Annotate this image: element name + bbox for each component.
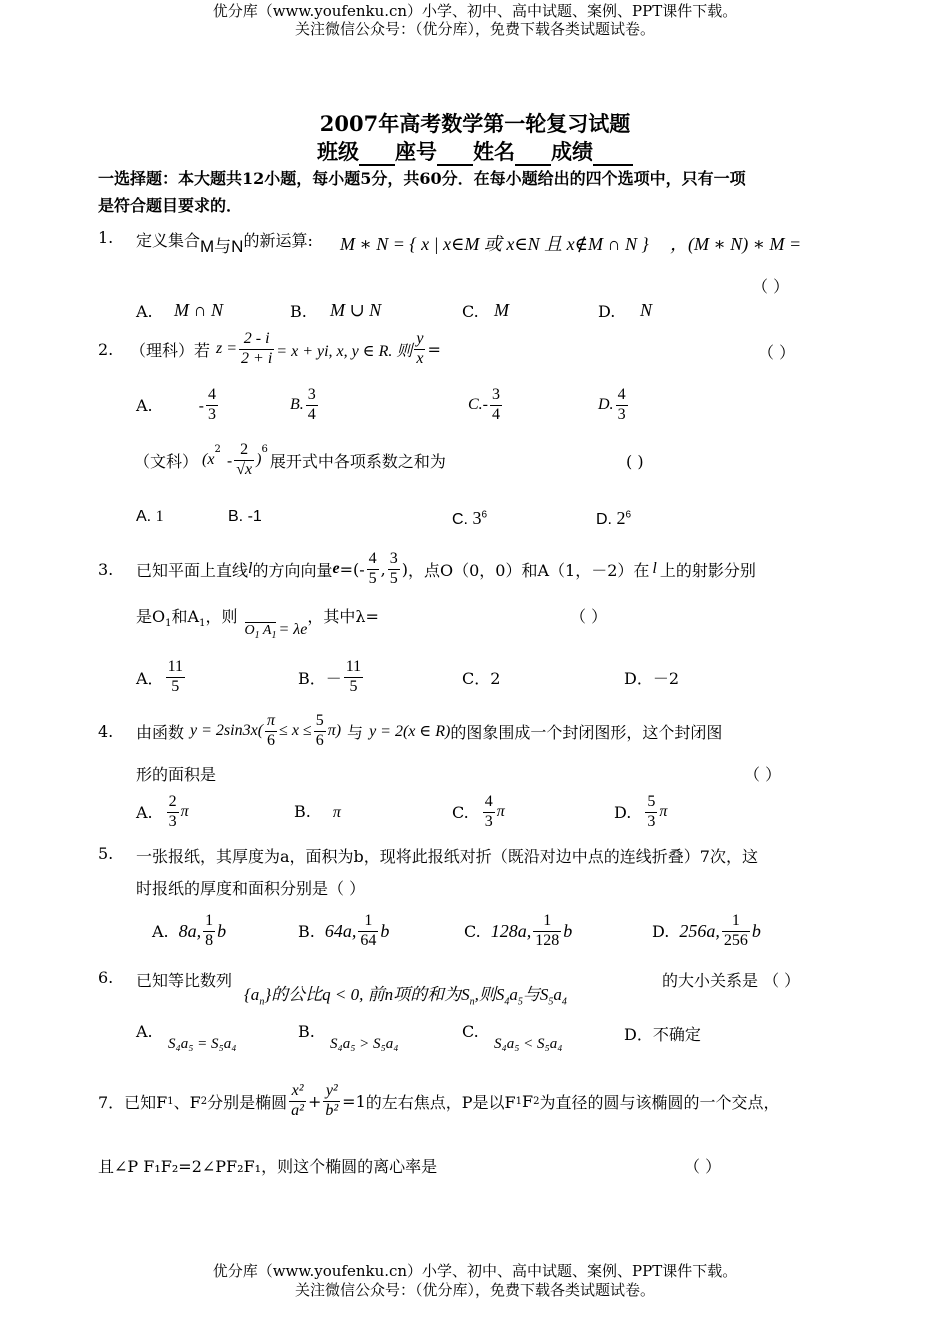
q6-option-b-label: B. (298, 1022, 315, 1041)
header-line-1: 优分库（www.youfenku.cn）小学、初中、高中试题、案例、PPT课件下载。 (212, 2, 738, 20)
instructions-line-1: 一选择题：本大题共12小题，每小题5分，共60分．在每小题给出的四个选项中，只有一项 (98, 169, 746, 188)
q5-option-a-fraction: $\frac{1}{8}$ (205, 912, 214, 949)
q6-text-2: 的大小关系是 （ ） (662, 971, 801, 990)
q2-option-d-fraction: $\frac{4}{3}$ (617, 386, 626, 423)
field-score: 成绩 (551, 139, 593, 164)
q2-wen-text: 展开式中各项系数之和为 (269, 451, 446, 471)
q2-rest: = x + yi, x, y ∈ R. 则 (276, 342, 413, 360)
q2-wen-option-d: D. $2^6$ (596, 508, 632, 528)
q1-option-c-label: C. (462, 302, 479, 321)
q5-option-c-fraction: $\frac{1}{128}$ (535, 912, 560, 949)
q4-fraction-1: $\frac{\pi}{6}$ (267, 712, 276, 749)
q3-vector: $O_1$ $A_1$ (244, 623, 277, 641)
q2-option-d: D. $\frac{4}{3}$ (598, 386, 626, 423)
q1-formula: M ∗ N = { x | x∈M 或 x∈N 且 x∉M ∩ N } (340, 234, 649, 254)
q1-option-c: M (494, 300, 509, 320)
q2-number: 2. (98, 340, 114, 359)
q2-wen-bracket: ( ) (626, 452, 644, 471)
q2-option-a: A. - $\frac{4}{3}$ (136, 386, 217, 423)
q3-fraction-2: $\frac{3}{5}$ (389, 550, 398, 587)
q1-mn: M与N (200, 237, 244, 256)
q7-fraction-y: $\frac{\text{y²}}{\text{b²}}$ (325, 1082, 339, 1119)
q3-option-b: B．－ $\frac{11}{5}$ (298, 658, 362, 695)
q5-stem-line-1: 一张报纸，其厚度为a，面积为b，现将此报纸对折（既沿对边中点的连线折叠）7次，这 (136, 847, 758, 866)
q3-stem: 已知平面上直线 l 的方向向量 e =(- $\frac{4}{5}$ , $\frac{3}{5}$ ) ，点O（0，0）和A（1，－2）在 l 上的射影分别 (136, 550, 756, 587)
q4-option-a: A. $\frac{2}{3}$ π (136, 793, 189, 830)
q6-option-a: S₄a₅ = S₅a₄ (168, 1036, 237, 1052)
q1-formula-2: ，(M ∗ N) ∗ M = (670, 234, 802, 254)
q5-stem-line-2: 时报纸的厚度和面积分别是（ ） (136, 879, 366, 898)
page-title: 2007年高考数学第一轮复习试题 (319, 111, 631, 136)
field-seat: 座号 (395, 139, 437, 164)
q3-number: 3. (98, 560, 114, 579)
q2-z: z = (216, 340, 238, 357)
q7-fraction-x: $\frac{\text{x²}}{\text{a²}}$ (291, 1082, 304, 1119)
q2-option-c: C.- $\frac{3}{4}$ (468, 386, 500, 423)
q2-answer-bracket: （ ） (758, 343, 796, 362)
q7-stem: 7．已知F 1 、F 2 分别是椭圆 $\frac{\text{x²}}{\text{a²}}$ + $\frac{\text{y²}}{\text{b²}}$ =1 的左右焦点，P是以F 1 F 2 为直径的圆与该椭圆的一个交点， (98, 1082, 780, 1119)
q1-number: 1. (98, 228, 114, 247)
q2-option-b-fraction: $\frac{3}{4}$ (307, 386, 316, 423)
footer-line-1: 优分库（www.youfenku.cn）小学、初中、高中试题、案例、PPT课件下载。 (212, 1262, 738, 1280)
q6-text: 已知等比数列 (136, 971, 233, 990)
q4-stem-line-2: 形的面积是 (136, 765, 217, 784)
q7-stem-line-2: 且∠P F₁F₂=2∠PF₂F₁，则这个椭圆的离心率是 (98, 1157, 438, 1176)
q4-answer-bracket: （ ） (744, 765, 782, 784)
footer-line-2: 关注微信公众号：（优分库），免费下载各类试题试卷。 (294, 1281, 655, 1299)
q1-option-a-label: A. (136, 302, 153, 321)
q1-option-a: M ∩ N (174, 300, 223, 320)
q2-wen-label: （文科） (134, 451, 199, 471)
q2-eq: = (427, 339, 441, 359)
q3-fraction-1: $\frac{4}{5}$ (368, 550, 377, 587)
q6-option-d: D．不确定 (624, 1025, 701, 1044)
title-fields (0, 136, 950, 166)
q2-wen-option-c: C. $3^6$ (452, 508, 488, 528)
q2-stem (130, 324, 441, 374)
q3-answer-bracket: （ ） (570, 607, 608, 626)
field-name: 姓名 (473, 139, 515, 164)
instructions-line-2: 是符合题目要求的． (98, 196, 243, 215)
q1-text: 定义集合 (136, 231, 201, 250)
q2-yx-fraction: $\frac{y}{x}$ (416, 330, 424, 367)
q4-option-c: C. $\frac{4}{3}$ π (452, 793, 505, 830)
q4-option-d-fraction: $\frac{5}{3}$ (647, 793, 656, 830)
q2-text: （理科）若 (130, 340, 211, 360)
q2-wen-option-a: A. 1 (136, 508, 164, 525)
q5-option-d-fraction: $\frac{1}{256}$ (723, 912, 748, 949)
q4-option-a-fraction: $\frac{2}{3}$ (168, 793, 177, 830)
q3-option-b-fraction: $\frac{11}{5}$ (345, 658, 362, 695)
q1-option-b: M ∪ N (330, 300, 382, 320)
q2-fraction: $\frac{2 - i}{2 + i}$ (241, 330, 273, 367)
q1-text2: 的新运算: (243, 231, 313, 250)
q6-option-c: S₄a₅ < S₅a₄ (494, 1036, 563, 1052)
q5-option-b: B. 64a, $\frac{1}{64}$ b (298, 912, 390, 949)
q6-option-b: S₄a₅ > S₅a₄ (330, 1036, 399, 1052)
q4-option-b: B. π (294, 802, 341, 821)
q7-answer-bracket: （ ） (684, 1157, 722, 1176)
q1-stem (136, 228, 313, 257)
q6-option-c-label: C. (462, 1022, 479, 1041)
q3-option-d: D．－2 (624, 669, 680, 688)
q5-option-a: A. 8a, $\frac{1}{8}$ b (152, 912, 227, 949)
q1-option-b-label: B. (290, 302, 307, 321)
field-class: 班级 (317, 139, 359, 164)
q4-fraction-2: $\frac{5}{6}$ (315, 712, 324, 749)
q5-option-d: D. 256a, $\frac{1}{256}$ b (652, 912, 761, 949)
q1-option-d-label: D. (598, 302, 616, 321)
q2-wen-stem: （文科） (x $^2$ - $\frac{2}{√x}$ ) $^6$ 展开式中各项系数之和为 (134, 441, 446, 478)
q2-option-b: B. $\frac{3}{4}$ (290, 386, 316, 423)
q5-option-b-fraction: $\frac{1}{64}$ (360, 912, 377, 949)
q2-wen-fraction: $\frac{2}{√x}$ (236, 441, 253, 478)
q6-option-a-label: A. (136, 1022, 153, 1041)
q1-answer-bracket: （ ） (752, 277, 790, 296)
q3-option-a-fraction: $\frac{11}{5}$ (167, 658, 183, 695)
q3-option-c: C．2 (462, 669, 501, 688)
q1-option-d: N (640, 300, 653, 320)
q3-option-a: A． $\frac{11}{5}$ (136, 658, 183, 695)
q6-formula: $\{a_n\}$的公比q < 0, 前n项的和为$S_n$,则$S_4a_5$与$S_5a_4$ (244, 985, 567, 1008)
q2-option-c-fraction: $\frac{3}{4}$ (492, 386, 500, 423)
q2-option-a-fraction: $\frac{4}{3}$ (208, 386, 217, 423)
q5-option-c: C. 128a, $\frac{1}{128}$ b (464, 912, 573, 949)
q5-number: 5. (98, 844, 114, 863)
q3-stem-line-2: 是$O_1$和$A_1$，则 $O_1$ $A_1 = \lambda e$，其中λ= (136, 607, 379, 641)
q4-option-d: D. $\frac{5}{3}$ π (614, 793, 668, 830)
q4-option-c-fraction: $\frac{4}{3}$ (484, 793, 493, 830)
q4-number: 4. (98, 722, 114, 741)
q4-stem: 由函数 y = 2sin3x( $\frac{\pi}{6}$ ≤ x ≤ $\frac{5}{6}$ π) 与 y = 2(x ∈ R) 的图象围成一个封闭图形，这个封闭图 (136, 712, 723, 749)
header-line-2: 关注微信公众号：（优分库），免费下载各类试题试卷。 (294, 20, 655, 38)
q6-number: 6. (98, 968, 114, 987)
q2-wen-option-b: B. -1 (228, 508, 262, 525)
